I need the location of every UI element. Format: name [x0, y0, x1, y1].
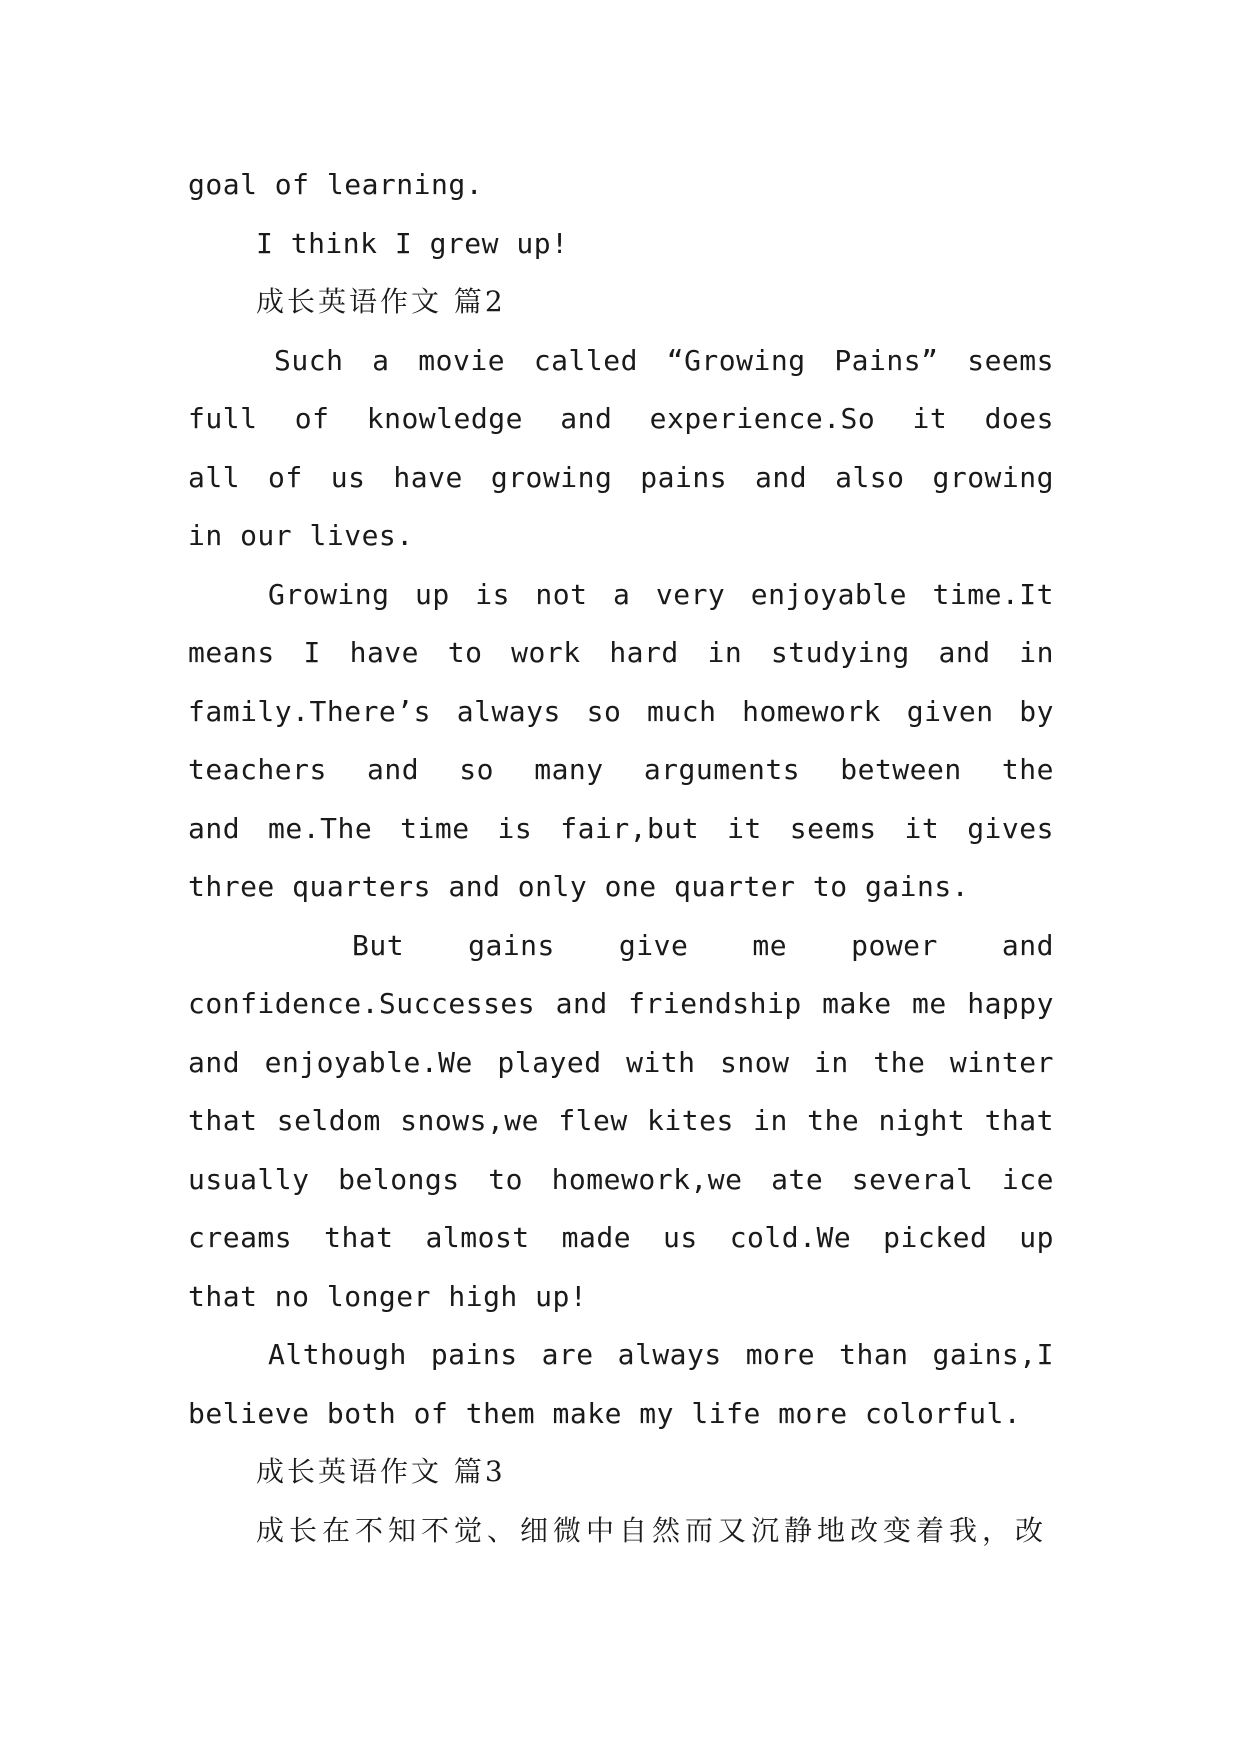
- paragraph-line: and me.The time is fair,but it seems it gives: [188, 811, 1054, 845]
- paragraph-line: three quarters and only one quarter to gains.: [188, 870, 970, 903]
- paragraph-line: means I have to work hard in studying and in: [188, 636, 1054, 669]
- paragraph-line: all of us have growing pains and also growing: [188, 460, 1054, 494]
- paragraph-line: full of knowledge and experience.So it does: [188, 402, 1054, 435]
- paragraph-line: family.There’s always so much homework given by: [188, 694, 1054, 728]
- paragraph-line: confidence.Successes and friendship make me happy: [188, 987, 1054, 1020]
- paragraph-line: Growing up is not a very enjoyable time.It: [268, 577, 1054, 611]
- essay-body: [188, 156, 1054, 1560]
- paragraph-line: in our lives.: [188, 519, 414, 552]
- essay-heading-2: 成长英语作文 篇2: [256, 285, 506, 318]
- paragraph-line: that no longer high up!: [188, 1279, 588, 1313]
- paragraph-line: that seldom snows,we flew kites in the night that: [188, 1104, 1054, 1137]
- paragraph-line: I think I grew up!: [256, 226, 569, 260]
- paragraph-line: usually belongs to homework,we ate several ice: [188, 1162, 1054, 1196]
- paragraph-line: creams that almost made us cold.We picked up: [188, 1221, 1054, 1254]
- paragraph-line: 成长在不知不觉、细微中自然而又沉静地改变着我，改: [256, 1513, 1049, 1547]
- paragraph-line: teachers and so many arguments between the: [188, 753, 1054, 786]
- paragraph-line: Such a movie called “Growing Pains” seems: [274, 343, 1054, 377]
- paragraph-line: Although pains are always more than gains,I: [268, 1338, 1054, 1371]
- paragraph-line: and enjoyable.We played with snow in the winter: [188, 1045, 1054, 1079]
- paragraph-line: believe both of them make my life more colorful.: [188, 1396, 1022, 1430]
- essay-heading-3: 成长英语作文 篇3: [256, 1455, 506, 1488]
- paragraph-line: But gains give me power and: [352, 928, 1054, 962]
- paragraph-line: goal of learning.: [188, 168, 484, 201]
